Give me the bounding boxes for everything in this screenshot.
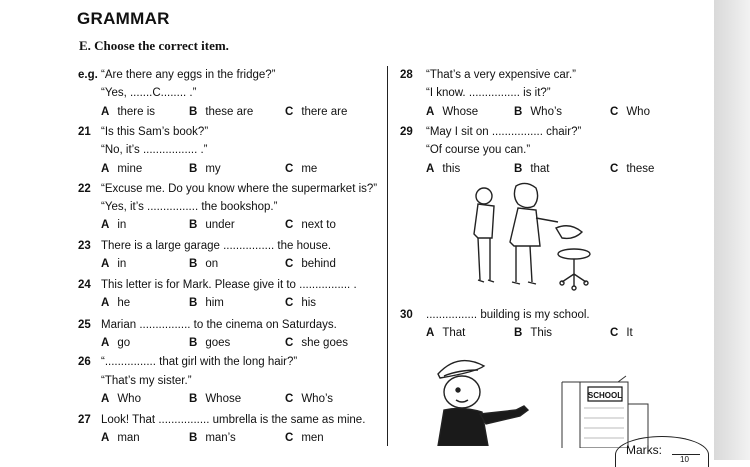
option-letter: B	[189, 393, 198, 405]
option-letter: A	[101, 297, 110, 309]
option-text: go	[117, 337, 131, 349]
answer-option[interactable]	[514, 162, 550, 176]
answer-option[interactable]	[285, 392, 333, 406]
option-text: men	[301, 432, 324, 444]
option-letter: A	[426, 106, 435, 118]
page-title: GRAMMAR	[77, 9, 170, 28]
question-text: “Yes, it’s ................ the bookshop.”	[101, 201, 278, 213]
question-number: 21	[78, 126, 91, 138]
answer-option[interactable]	[101, 218, 126, 232]
question-text: “No, it’s ................. .”	[101, 144, 208, 156]
answer-option[interactable]	[101, 105, 155, 119]
question-number: 23	[78, 240, 91, 252]
option-text: he	[117, 297, 131, 309]
option-letter: A	[426, 163, 435, 175]
answer-option[interactable]	[101, 431, 140, 445]
answer-option[interactable]	[101, 162, 142, 176]
answer-option[interactable]	[285, 296, 316, 310]
question-text: Look! That ................ umbrella is the same as mine.	[101, 414, 366, 426]
option-letter: B	[189, 163, 198, 175]
instruction: E. Choose the correct item.	[79, 38, 229, 53]
option-letter: C	[610, 327, 619, 339]
page-edge-shadow	[714, 0, 750, 460]
option-letter: A	[101, 432, 110, 444]
option-text: in	[117, 258, 127, 270]
option-letter: B	[189, 337, 198, 349]
answer-option[interactable]	[189, 296, 224, 310]
option-letter: B	[189, 258, 198, 270]
question-text: “May I sit on ................ chair?”	[426, 126, 582, 138]
answer-option[interactable]	[285, 257, 336, 271]
question-number: 27	[78, 414, 91, 426]
question-number: 28	[400, 69, 413, 81]
question-number: 30	[400, 309, 413, 321]
school-building-illustration	[560, 374, 650, 448]
option-text: Who	[117, 393, 141, 405]
answer-option[interactable]	[610, 326, 633, 340]
question-text: “I know. ................ is it?”	[426, 87, 551, 99]
answer-option[interactable]	[426, 105, 478, 119]
answer-option[interactable]	[426, 162, 460, 176]
question-number: 24	[78, 279, 91, 291]
marks-denominator: 10	[680, 455, 689, 464]
question-text: “That’s my sister.”	[101, 375, 192, 387]
answer-option[interactable]	[189, 105, 253, 119]
option-text: his	[301, 297, 317, 309]
option-text: these	[626, 163, 655, 175]
option-letter: A	[101, 163, 110, 175]
question-text: “Of course you can.”	[426, 144, 531, 156]
option-text: me	[301, 163, 318, 175]
school-sign-text: SCHOOL	[587, 391, 623, 400]
answer-option[interactable]	[189, 162, 221, 176]
question-text: “Is this Sam’s book?”	[101, 126, 209, 138]
option-text: man	[117, 432, 140, 444]
option-text: Who’s	[301, 393, 334, 405]
option-text: him	[205, 297, 224, 309]
option-letter: C	[610, 163, 619, 175]
option-text: in	[117, 219, 127, 231]
option-letter: C	[285, 393, 294, 405]
option-letter: C	[285, 258, 294, 270]
option-text: That	[442, 327, 466, 339]
option-letter: B	[189, 297, 198, 309]
question-text: “That’s a very expensive car.”	[426, 69, 576, 81]
answer-option[interactable]	[514, 105, 562, 119]
option-letter: B	[514, 327, 523, 339]
answer-option[interactable]	[610, 162, 654, 176]
option-text: this	[442, 163, 461, 175]
option-letter: B	[189, 219, 198, 231]
question-text: Marian ................ to the cinema on Saturdays.	[101, 319, 337, 331]
option-text: goes	[205, 337, 231, 349]
option-text: there is	[117, 106, 156, 118]
option-text: on	[205, 258, 219, 270]
option-letter: B	[189, 432, 198, 444]
answer-option[interactable]	[101, 296, 130, 310]
question-text: There is a large garage ................ the house.	[101, 240, 332, 252]
option-text: Whose	[205, 393, 242, 405]
question-text: “Yes, .......C........ .”	[101, 87, 197, 99]
option-letter: B	[514, 163, 523, 175]
option-letter: A	[101, 337, 110, 349]
option-text: Who	[626, 106, 650, 118]
option-letter: C	[285, 432, 294, 444]
answer-option[interactable]	[101, 336, 130, 350]
option-text: man’s	[205, 432, 236, 444]
option-letter: C	[285, 297, 294, 309]
answer-option[interactable]	[189, 218, 235, 232]
girl-chair-illustration	[470, 182, 600, 300]
answer-option[interactable]	[285, 336, 348, 350]
question-text: This letter is for Mark. Please give it to ................ .	[101, 279, 357, 291]
answer-option[interactable]	[189, 392, 241, 406]
option-letter: C	[285, 106, 294, 118]
answer-option[interactable]	[426, 326, 465, 340]
answer-option[interactable]	[285, 431, 324, 445]
option-text: behind	[301, 258, 336, 270]
option-text: she goes	[301, 337, 348, 349]
option-letter: A	[426, 327, 435, 339]
option-text: next to	[301, 219, 336, 231]
option-text: It	[626, 327, 633, 339]
option-letter: A	[101, 219, 110, 231]
option-text: my	[205, 163, 221, 175]
option-letter: B	[514, 106, 523, 118]
option-text: there are	[301, 106, 348, 118]
option-text: under	[205, 219, 235, 231]
question-text: ................ building is my school.	[426, 309, 590, 321]
answer-option[interactable]	[189, 431, 236, 445]
answer-option[interactable]	[514, 326, 552, 340]
question-text: “................ that girl with the long hair?”	[101, 356, 298, 368]
option-text: that	[530, 163, 550, 175]
option-letter: C	[285, 337, 294, 349]
answer-option[interactable]	[285, 218, 336, 232]
question-text: “Excuse me. Do you know where the supermarket is?”	[101, 183, 378, 195]
question-number: 22	[78, 183, 91, 195]
answer-option[interactable]	[610, 105, 650, 119]
question-number: e.g.	[78, 69, 98, 81]
option-letter: A	[101, 258, 110, 270]
answer-option[interactable]	[189, 336, 230, 350]
answer-option[interactable]	[101, 392, 141, 406]
option-letter: C	[285, 163, 294, 175]
question-number: 26	[78, 356, 91, 368]
option-text: mine	[117, 163, 143, 175]
option-letter: B	[189, 106, 198, 118]
option-text: Who’s	[530, 106, 563, 118]
option-letter: A	[101, 106, 110, 118]
answer-option[interactable]	[285, 162, 317, 176]
answer-option[interactable]	[101, 257, 126, 271]
option-letter: A	[101, 393, 110, 405]
question-text: “Are there any eggs in the fridge?”	[101, 69, 276, 81]
option-letter: C	[285, 219, 294, 231]
answer-option[interactable]	[285, 105, 347, 119]
answer-option[interactable]	[189, 257, 218, 271]
option-text: This	[530, 327, 553, 339]
option-text: these are	[205, 106, 254, 118]
question-number: 25	[78, 319, 91, 331]
column-divider	[387, 66, 388, 446]
boy-pointing-illustration	[428, 352, 538, 446]
question-number: 29	[400, 126, 413, 138]
option-text: Whose	[442, 106, 479, 118]
marks-label: Marks:	[626, 443, 662, 457]
option-letter: C	[610, 106, 619, 118]
